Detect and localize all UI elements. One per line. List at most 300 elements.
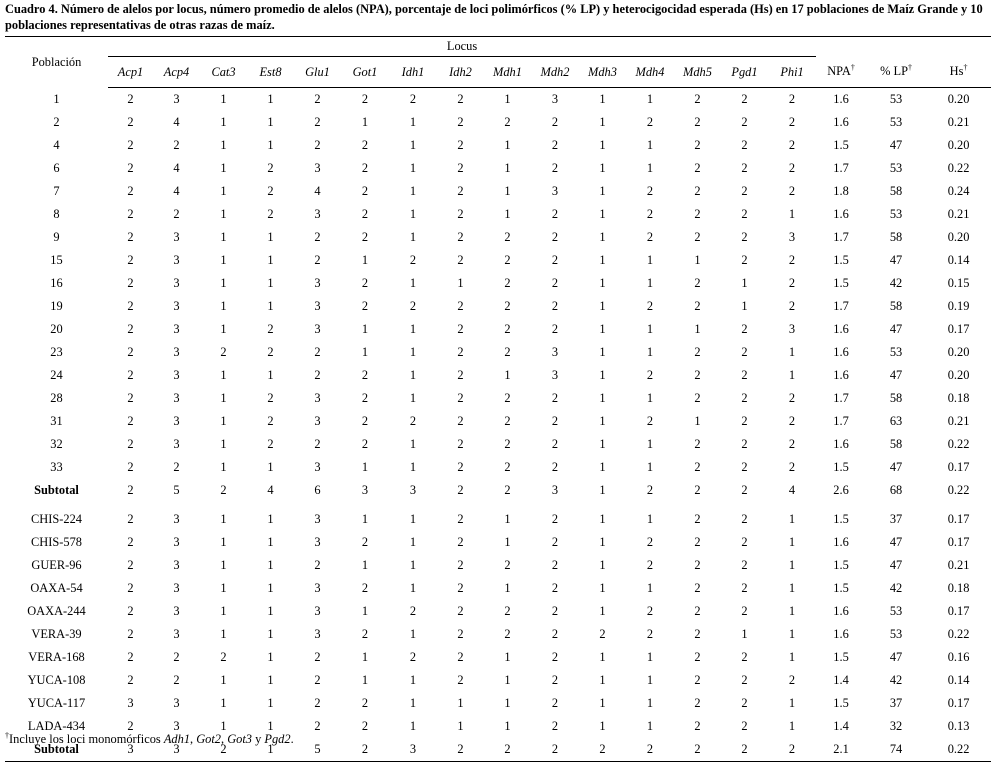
table-cell: 53 bbox=[889, 207, 903, 221]
table-cell: 3 bbox=[108, 738, 153, 762]
table-cell: 2 bbox=[694, 696, 701, 710]
table-cell: 3 bbox=[551, 368, 559, 382]
table-cell: 2 bbox=[551, 322, 559, 336]
table-cell: 2 bbox=[267, 437, 274, 451]
table-cell: 42 bbox=[889, 673, 903, 687]
table-cell: 3 bbox=[173, 345, 180, 359]
table-cell: 2 bbox=[267, 184, 274, 198]
table-cell: 1 bbox=[599, 92, 606, 106]
table-cell: 1 bbox=[409, 230, 417, 244]
table-cell: 2 bbox=[694, 650, 701, 664]
table-cell: 1 bbox=[409, 368, 417, 382]
population-cell: VERA-39 bbox=[31, 627, 82, 641]
table-cell: 2 bbox=[646, 230, 654, 244]
footnote-end: . bbox=[290, 732, 294, 746]
table-cell: 2 bbox=[457, 161, 464, 175]
table-cell: 3 bbox=[127, 696, 134, 710]
table-row bbox=[5, 157, 991, 180]
table-cell: 1 bbox=[409, 437, 417, 451]
table-cell: 2 bbox=[314, 92, 321, 106]
table-cell: 2 bbox=[314, 115, 321, 129]
table-cell: 2 bbox=[267, 161, 274, 175]
table-cell: 2 bbox=[551, 276, 559, 290]
footnote-mark: † bbox=[5, 730, 9, 740]
table-cell: 2 bbox=[646, 414, 654, 428]
table-cell: 1.6 bbox=[833, 115, 849, 129]
population-cell: 1 bbox=[53, 91, 60, 106]
table-cell: 2 bbox=[741, 92, 748, 106]
table-cell: 2 bbox=[504, 276, 511, 290]
table-cell: 1 bbox=[267, 696, 274, 710]
table-row bbox=[5, 410, 991, 433]
table-cell: 1 bbox=[788, 650, 796, 664]
table-cell: 2 bbox=[741, 138, 748, 152]
table-cell: 2 bbox=[173, 673, 180, 687]
table-cell: 53 bbox=[889, 161, 903, 175]
table-cell: 1.6 bbox=[833, 604, 849, 618]
table-cell: 2 bbox=[694, 604, 701, 618]
table-cell: 68 bbox=[889, 483, 903, 497]
table-cell: 0.17 bbox=[947, 696, 970, 710]
table-cell: 2 bbox=[361, 299, 369, 313]
footnote-locus: Pgd2 bbox=[264, 732, 291, 746]
table-cell: 3 bbox=[173, 512, 180, 526]
table-cell: 2 bbox=[694, 161, 701, 175]
table-cell: 2 bbox=[220, 650, 227, 664]
table-cell: 1 bbox=[220, 276, 227, 290]
table-cell: 3 bbox=[173, 437, 180, 451]
footnote-locus: Adh1 bbox=[163, 732, 191, 746]
table-cell: 2 bbox=[361, 276, 369, 290]
table-cell: 1 bbox=[267, 627, 274, 641]
table-cell: 2 bbox=[741, 161, 748, 175]
table-cell: 47 bbox=[889, 460, 903, 474]
table-cell: 2 bbox=[721, 738, 768, 762]
table-cell: 1 bbox=[694, 253, 701, 267]
table-cell: 1 bbox=[220, 535, 227, 549]
table-cell: 2 bbox=[127, 512, 134, 526]
table-cell: 2 bbox=[127, 322, 134, 336]
column-header-locus-mdh2: Mdh2 bbox=[531, 57, 579, 88]
table-cell: 2 bbox=[646, 535, 654, 549]
table-cell: 1 bbox=[409, 391, 417, 405]
table-cell: 2 bbox=[127, 604, 134, 618]
table-cell: 1 bbox=[646, 512, 654, 526]
footnote-locus: Got2 bbox=[196, 732, 222, 746]
table-cell: 1.5 bbox=[833, 696, 849, 710]
population-cell: 7 bbox=[53, 184, 60, 198]
table-cell: 2 bbox=[127, 535, 134, 549]
dagger-mark: † bbox=[963, 63, 968, 73]
table-cell: 2 bbox=[127, 299, 134, 313]
table-cell: 1 bbox=[220, 627, 227, 641]
table-cell: 2 bbox=[409, 299, 417, 313]
table-cell: 1 bbox=[694, 414, 701, 428]
table-cell: 1 bbox=[409, 138, 417, 152]
table-cell: 3 bbox=[173, 581, 180, 595]
table-cell: 3 bbox=[173, 253, 180, 267]
column-header-lp bbox=[866, 57, 926, 88]
table-cell: 2 bbox=[127, 92, 134, 106]
table-cell: 0.13 bbox=[947, 719, 970, 733]
table-cell: 2 bbox=[646, 483, 654, 497]
hs-label: Hs bbox=[949, 64, 964, 79]
table-cell: 1 bbox=[599, 322, 606, 336]
table-cell: 0.14 bbox=[947, 253, 970, 267]
table-row bbox=[5, 554, 991, 577]
column-header-locus-acp1: Acp1 bbox=[108, 57, 153, 88]
table-row bbox=[5, 318, 991, 341]
table-cell: 3 bbox=[314, 535, 321, 549]
table-cell: 2 bbox=[127, 460, 134, 474]
table-cell: 74 bbox=[866, 738, 926, 762]
table-cell: 2 bbox=[741, 673, 748, 687]
table-cell: 2 bbox=[127, 115, 134, 129]
table-cell: 2 bbox=[457, 673, 464, 687]
table-cell: 2 bbox=[741, 558, 748, 572]
table-cell: 2 bbox=[267, 391, 274, 405]
table-cell: 3 bbox=[314, 299, 321, 313]
table-cell: 2 bbox=[741, 535, 748, 549]
table-cell: 1 bbox=[504, 696, 511, 710]
table-cell: 3 bbox=[314, 161, 321, 175]
table-cell: 2 bbox=[788, 460, 796, 474]
table-cell: 3 bbox=[173, 368, 180, 382]
table-cell: 0.22 bbox=[947, 483, 970, 497]
table-cell: 1.6 bbox=[833, 627, 849, 641]
table-cell: 1 bbox=[409, 184, 417, 198]
table-cell: 2 bbox=[361, 696, 369, 710]
table-cell: 1 bbox=[361, 253, 369, 267]
table-cell: 1 bbox=[220, 184, 227, 198]
column-header-locus-est8: Est8 bbox=[247, 57, 294, 88]
table-row bbox=[5, 249, 991, 272]
table-row bbox=[5, 669, 991, 692]
population-cell: 32 bbox=[50, 437, 63, 451]
table-cell: 2 bbox=[551, 627, 559, 641]
table-cell: 1 bbox=[599, 558, 606, 572]
table-cell: 2 bbox=[457, 299, 464, 313]
table-cell: 1 bbox=[646, 673, 654, 687]
table-cell: 53 bbox=[889, 115, 903, 129]
table-cell: 1 bbox=[409, 719, 417, 733]
table-cell: 0.18 bbox=[947, 391, 970, 405]
table-cell: 0.20 bbox=[947, 230, 970, 244]
table-cell: 1.5 bbox=[833, 512, 849, 526]
table-cell: 1 bbox=[646, 161, 654, 175]
table-row bbox=[5, 623, 991, 646]
table-cell: 1 bbox=[646, 138, 654, 152]
table-row bbox=[5, 433, 991, 456]
table-cell: 1 bbox=[267, 581, 274, 595]
table-cell: 2 bbox=[694, 92, 701, 106]
population-cell: 4 bbox=[53, 138, 60, 152]
table-cell: 2 bbox=[551, 604, 559, 618]
table-cell: 1 bbox=[361, 650, 369, 664]
table-cell: 2 bbox=[694, 558, 701, 572]
table-cell: 1 bbox=[220, 391, 227, 405]
table-cell: 2 bbox=[457, 627, 464, 641]
header-spacer bbox=[816, 37, 991, 57]
table-cell: 1 bbox=[220, 115, 227, 129]
table-cell: 1 bbox=[267, 650, 274, 664]
table-cell: 1 bbox=[409, 673, 417, 687]
table-cell: 2.6 bbox=[833, 483, 849, 497]
table-cell: 2 bbox=[551, 558, 559, 572]
table-cell: 1 bbox=[599, 650, 606, 664]
table-cell: 0.20 bbox=[947, 138, 970, 152]
table-cell: 1 bbox=[599, 460, 606, 474]
table-cell: 1.7 bbox=[833, 161, 849, 175]
table-cell: 1 bbox=[361, 322, 369, 336]
table-cell: 4 bbox=[173, 184, 180, 198]
table-cell: 0.21 bbox=[947, 558, 970, 572]
table-cell: 1 bbox=[220, 161, 227, 175]
table-cell: 2 bbox=[361, 581, 369, 595]
table-cell: 0.22 bbox=[947, 627, 970, 641]
table-cell: 1 bbox=[788, 207, 796, 221]
table-cell: 2 bbox=[694, 276, 701, 290]
table-cell: 2 bbox=[341, 738, 389, 762]
table-cell: 1 bbox=[409, 115, 417, 129]
table-cell: 2 bbox=[457, 391, 464, 405]
loci-header-row bbox=[5, 57, 991, 88]
table-row bbox=[5, 600, 991, 623]
table-cell: 2 bbox=[361, 627, 369, 641]
table-cell: 2 bbox=[551, 581, 559, 595]
table-cell: 3 bbox=[314, 460, 321, 474]
table-cell: 2 bbox=[127, 391, 134, 405]
table-cell: 2 bbox=[741, 414, 748, 428]
table-cell: 2 bbox=[741, 184, 748, 198]
population-cell: 19 bbox=[50, 299, 63, 313]
table-cell: 1 bbox=[788, 558, 796, 572]
table-cell: 2 bbox=[457, 184, 464, 198]
table-cell: 1 bbox=[220, 719, 227, 733]
table-row bbox=[5, 456, 991, 479]
table-cell: 2 bbox=[788, 391, 796, 405]
column-header-npa bbox=[816, 57, 866, 88]
table-cell: 2 bbox=[361, 92, 369, 106]
table-cell: 2 bbox=[694, 437, 701, 451]
table-cell: 2 bbox=[457, 650, 464, 664]
table-cell: 1 bbox=[599, 184, 606, 198]
table-cell: 1 bbox=[599, 483, 606, 497]
table-cell: 58 bbox=[889, 299, 903, 313]
table-cell: 2 bbox=[551, 391, 559, 405]
table-cell: 2 bbox=[646, 115, 654, 129]
table-cell: 2 bbox=[646, 604, 654, 618]
table-cell: 2 bbox=[361, 368, 369, 382]
table-cell: 1 bbox=[646, 345, 654, 359]
table-cell: 3 bbox=[314, 207, 321, 221]
table-cell: 1 bbox=[409, 276, 417, 290]
table-row bbox=[5, 134, 991, 157]
table-cell: 2 bbox=[788, 673, 796, 687]
table-cell: 2 bbox=[646, 207, 654, 221]
table-cell: 3 bbox=[314, 581, 321, 595]
table-cell: 2 bbox=[127, 627, 134, 641]
table-cell: 2 bbox=[694, 299, 701, 313]
population-cell: 24 bbox=[50, 368, 63, 382]
table-cell: 1.5 bbox=[833, 276, 849, 290]
table-cell: 0.20 bbox=[947, 92, 970, 106]
table-cell: 2 bbox=[741, 483, 748, 497]
table-cell: 2 bbox=[457, 207, 464, 221]
table-cell: 1 bbox=[361, 512, 369, 526]
table-cell: 1 bbox=[788, 581, 796, 595]
column-header-locus-mdh1: Mdh1 bbox=[484, 57, 531, 88]
table-cell: 2 bbox=[531, 738, 579, 762]
table-cell: 2 bbox=[694, 138, 701, 152]
table-cell: 1 bbox=[788, 696, 796, 710]
column-header-locus-mdh5: Mdh5 bbox=[674, 57, 721, 88]
dagger-mark: † bbox=[850, 63, 855, 73]
table-cell: 1 bbox=[646, 437, 654, 451]
table-cell: 2 bbox=[741, 719, 748, 733]
table-cell: 1.5 bbox=[833, 138, 849, 152]
table-cell: 1 bbox=[646, 322, 654, 336]
table-cell: 2 bbox=[694, 673, 701, 687]
table-cell: 2 bbox=[457, 322, 464, 336]
table-cell: 1 bbox=[504, 673, 511, 687]
table-cell: 2 bbox=[741, 581, 748, 595]
table-cell: 3 bbox=[153, 738, 200, 762]
population-cell: VERA-168 bbox=[28, 650, 85, 664]
table-cell: 1 bbox=[267, 230, 274, 244]
table-row bbox=[5, 531, 991, 554]
footnote-sep: , bbox=[221, 732, 228, 746]
table-cell: 2 bbox=[457, 437, 464, 451]
table-cell: 2 bbox=[741, 253, 748, 267]
table-cell: 1 bbox=[504, 92, 511, 106]
table-cell: 2 bbox=[173, 138, 180, 152]
table-cell: 2 bbox=[551, 161, 559, 175]
table-cell: 2 bbox=[361, 230, 369, 244]
table-row bbox=[5, 646, 991, 669]
population-cell: CHIS-578 bbox=[31, 535, 82, 549]
table-cell: 2 bbox=[409, 650, 417, 664]
table-cell: 1 bbox=[220, 460, 227, 474]
table-cell: 2 bbox=[127, 719, 134, 733]
table-cell: 1 bbox=[220, 673, 227, 687]
table-cell: 2 bbox=[314, 230, 321, 244]
table-cell: 2 bbox=[551, 230, 559, 244]
table-cell: 2 bbox=[504, 558, 511, 572]
table-cell: 47 bbox=[889, 138, 903, 152]
table-cell: 3 bbox=[173, 696, 180, 710]
table-cell: 47 bbox=[889, 368, 903, 382]
table-cell: 1 bbox=[220, 512, 227, 526]
table-cell: 2 bbox=[220, 345, 227, 359]
table-cell: 1 bbox=[646, 460, 654, 474]
table-cell: 4 bbox=[173, 115, 180, 129]
table-cell: 2 bbox=[457, 483, 464, 497]
table-cell: 2 bbox=[437, 738, 484, 762]
population-cell: 20 bbox=[50, 322, 63, 336]
table-cell: 2 bbox=[504, 391, 511, 405]
table-cell: 1 bbox=[220, 322, 227, 336]
table-cell: 3 bbox=[173, 414, 180, 428]
table-cell: 1.5 bbox=[833, 253, 849, 267]
table-cell: 2 bbox=[551, 719, 559, 733]
table-cell: 1 bbox=[646, 696, 654, 710]
table-cell: 1 bbox=[599, 345, 606, 359]
table-cell: 2 bbox=[409, 92, 417, 106]
table-cell: 2 bbox=[267, 207, 274, 221]
table-cell: 2 bbox=[457, 558, 464, 572]
table-cell: 1 bbox=[267, 604, 274, 618]
lp-label: % LP bbox=[880, 64, 908, 79]
table-cell: 0.21 bbox=[947, 414, 970, 428]
table-cell: 1.6 bbox=[833, 345, 849, 359]
population-cell: 8 bbox=[53, 207, 60, 221]
population-cell: 2 bbox=[53, 115, 60, 129]
table-cell: 58 bbox=[889, 391, 903, 405]
table-cell: 2 bbox=[551, 696, 559, 710]
table-cell: 1 bbox=[267, 115, 274, 129]
table-cell: 1.7 bbox=[833, 230, 849, 244]
table-cell: 1 bbox=[646, 276, 654, 290]
table-cell: 2 bbox=[694, 230, 701, 244]
table-cell: 2 bbox=[788, 276, 796, 290]
table-cell: 1 bbox=[788, 368, 796, 382]
column-header-locus: Locus bbox=[108, 37, 816, 57]
table-cell: 47 bbox=[889, 650, 903, 664]
table-cell: 1 bbox=[409, 322, 417, 336]
table-cell: 37 bbox=[889, 696, 903, 710]
table-cell: 1 bbox=[741, 299, 748, 313]
table-cell: 3 bbox=[173, 558, 180, 572]
table-cell: 1 bbox=[220, 299, 227, 313]
table-cell: 1 bbox=[361, 558, 369, 572]
table-cell: 2 bbox=[314, 437, 321, 451]
table-cell: 1 bbox=[646, 92, 654, 106]
table-cell: 1 bbox=[220, 207, 227, 221]
table-cell: 2 bbox=[457, 253, 464, 267]
table-cell: 1 bbox=[599, 299, 606, 313]
table-cell: 2 bbox=[409, 604, 417, 618]
table-cell: 2 bbox=[768, 738, 816, 762]
table-cell: 1 bbox=[267, 460, 274, 474]
table-cell: 1 bbox=[409, 696, 417, 710]
table-cell: 2 bbox=[646, 558, 654, 572]
table-row bbox=[5, 111, 991, 134]
table-cell: 2 bbox=[127, 184, 134, 198]
table-cell: 58 bbox=[889, 437, 903, 451]
table-cell: 6 bbox=[314, 483, 321, 497]
table-row bbox=[5, 272, 991, 295]
table-cell: 2 bbox=[361, 207, 369, 221]
table-cell: 3 bbox=[389, 738, 437, 762]
table-cell: 1.6 bbox=[833, 437, 849, 451]
table-cell: 1 bbox=[409, 207, 417, 221]
table-cell: 3 bbox=[314, 627, 321, 641]
table-cell: 1 bbox=[247, 738, 294, 762]
table-cell: 1 bbox=[599, 368, 606, 382]
table-row bbox=[5, 88, 991, 112]
table-cell: 2 bbox=[504, 345, 511, 359]
table-cell: 2 bbox=[127, 483, 134, 497]
table-cell: 2 bbox=[694, 368, 701, 382]
table-cell: 2 bbox=[504, 322, 511, 336]
table-cell: 1 bbox=[504, 138, 511, 152]
table-cell: 2 bbox=[788, 299, 796, 313]
table-cell: 2 bbox=[127, 437, 134, 451]
table-cell: 2 bbox=[314, 345, 321, 359]
table-cell: 1 bbox=[741, 627, 748, 641]
table-cell: 2 bbox=[361, 719, 369, 733]
